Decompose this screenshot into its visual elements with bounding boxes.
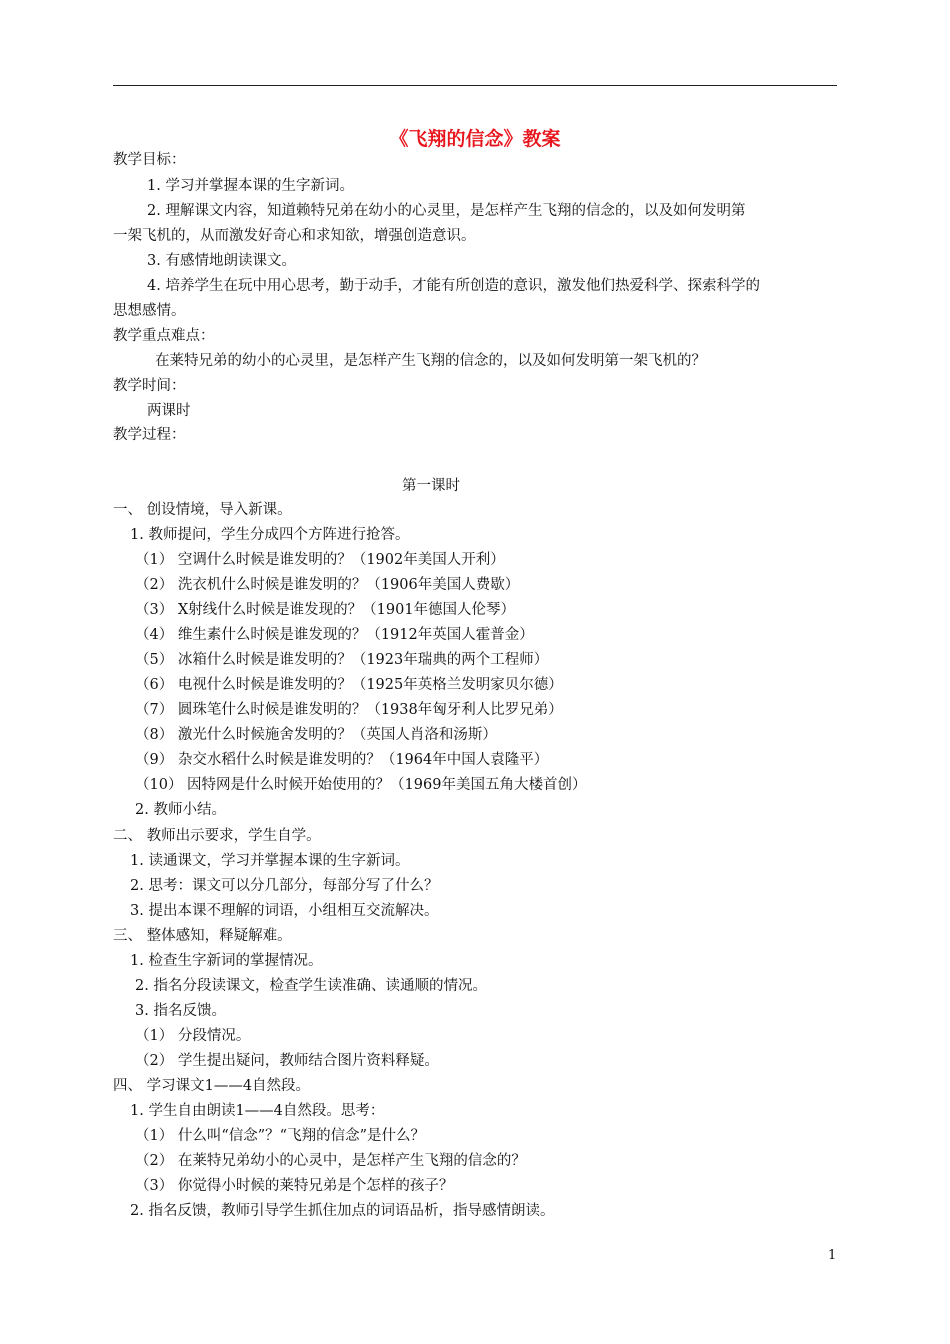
- text-line: （3） 你觉得小时候的莱特兄弟是个怎样的孩子？: [135, 1178, 454, 1194]
- text-line: 3. 指名反馈。: [135, 1003, 226, 1019]
- page-number: 1: [828, 1248, 837, 1263]
- text-line: （2） 洗衣机什么时候是谁发明的？（1906年美国人费歇）: [135, 577, 520, 593]
- text-line: （7） 圆珠笔什么时候是谁发明的？（1938年匈牙利人比罗兄弟）: [135, 702, 563, 718]
- document-title: 《飞翔的信念》教案: [389, 128, 561, 150]
- text-line: 3. 有感情地朗读课文。: [147, 253, 296, 269]
- text-line: 教学过程：: [113, 427, 186, 443]
- text-line: （10） 因特网是什么时候开始使用的？（1969年美国五角大楼首创）: [135, 777, 587, 793]
- text-line: （1） 分段情况。: [135, 1028, 251, 1044]
- text-line: 2. 教师小结。: [135, 802, 226, 818]
- text-line: 三、 整体感知，释疑解难。: [113, 928, 292, 944]
- text-line: 2. 思考：课文可以分几部分，每部分写了什么？: [130, 878, 439, 894]
- text-line: 3. 提出本课不理解的词语，小组相互交流解决。: [130, 903, 439, 919]
- text-line: 四、 学习课文1——4自然段。: [113, 1078, 311, 1094]
- text-line: 2. 指名分段读课文，检查学生读准确、读通顺的情况。: [135, 978, 487, 994]
- text-line: （8） 激光什么时候施舍发明的？（英国人肖洛和汤斯）: [135, 727, 497, 743]
- text-line: 在莱特兄弟的幼小的心灵里，是怎样产生飞翔的信念的，以及如何发明第一架飞机的？: [155, 353, 706, 369]
- text-line: 一、 创设情境，导入新课。: [113, 502, 292, 518]
- text-line: 教学时间：: [113, 378, 186, 394]
- text-line: 教学目标：: [113, 152, 186, 168]
- text-line: 1. 读通课文，学习并掌握本课的生字新词。: [130, 853, 410, 869]
- text-line: 2. 理解课文内容，知道赖特兄弟在幼小的心灵里，是怎样产生飞翔的信念的，以及如何发明第: [147, 203, 746, 219]
- text-line: （2） 学生提出疑问，教师结合图片资料释疑。: [135, 1053, 439, 1069]
- text-line: （6） 电视什么时候是谁发明的？（1925年英格兰发明家贝尔德）: [135, 677, 563, 693]
- text-line: （1） 什么叫“信念”？“飞翔的信念”是什么？: [135, 1128, 425, 1144]
- text-line: （4） 维生素什么时候是谁发现的？（1912年英国人霍普金）: [135, 627, 534, 643]
- text-line: 两课时: [147, 403, 191, 419]
- header-rule: [113, 85, 837, 86]
- section-heading: 第一课时: [402, 478, 460, 494]
- text-line: 4. 培养学生在玩中用心思考，勤于动手，才能有所创造的意识，激发他们热爱科学、探索科学的: [147, 278, 760, 294]
- text-line: （9） 杂交水稻什么时候是谁发明的？（1964年中国人袁隆平）: [135, 752, 549, 768]
- text-line: 二、 教师出示要求，学生自学。: [113, 828, 321, 844]
- text-line: （5） 冰箱什么时候是谁发明的？（1923年瑞典的两个工程师）: [135, 652, 549, 668]
- text-line: 思想感情。: [113, 303, 186, 319]
- text-line: 一架飞机的，从而激发好奇心和求知欲，增强创造意识。: [113, 228, 476, 244]
- text-line: 2. 指名反馈，教师引导学生抓住加点的词语品析，指导感情朗读。: [130, 1203, 555, 1219]
- text-line: 1. 教师提问，学生分成四个方阵进行抢答。: [130, 527, 410, 543]
- text-line: （3） X射线什么时候是谁发现的？（1901年德国人伦琴）: [135, 602, 516, 618]
- text-line: （1） 空调什么时候是谁发明的？（1902年美国人开利）: [135, 552, 505, 568]
- text-line: （2） 在莱特兄弟幼小的心灵中，是怎样产生飞翔的信念的？: [135, 1153, 526, 1169]
- text-line: 1. 检查生字新词的掌握情况。: [130, 953, 323, 969]
- text-line: 1. 学生自由朗读1——4自然段。思考：: [130, 1103, 385, 1119]
- text-line: 1. 学习并掌握本课的生字新词。: [147, 178, 354, 194]
- text-line: 教学重点难点：: [113, 328, 215, 344]
